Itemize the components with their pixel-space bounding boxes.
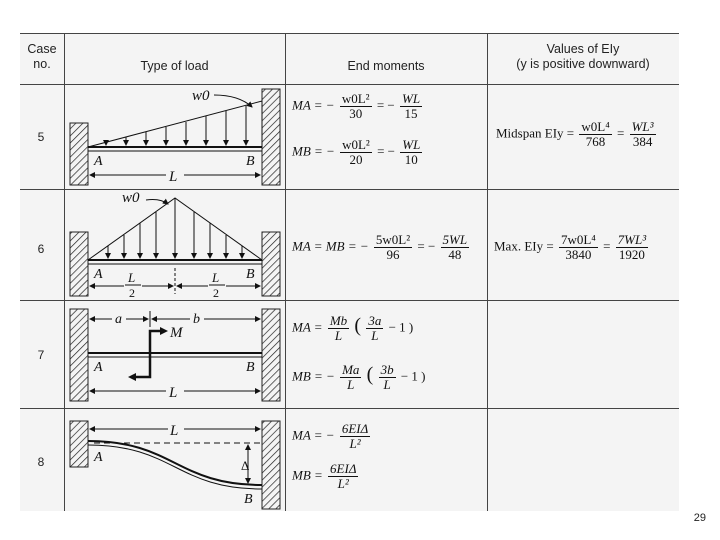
frac-den: L²: [349, 436, 361, 451]
frac-num: 3a: [368, 313, 382, 328]
support-b-label: B: [246, 154, 255, 169]
frac-num: Ma: [342, 362, 360, 377]
header-values-title: Values of EIy: [546, 42, 620, 56]
frac-den: 20: [349, 152, 363, 167]
frac-den: L: [347, 377, 355, 392]
load-label: w0: [122, 190, 140, 206]
case-5-diagram: [64, 85, 285, 189]
eq-lhs: MA = MB = −: [292, 238, 369, 254]
support-b-label: B: [246, 267, 255, 282]
case-7-moment-b: [292, 363, 426, 392]
header-values-note: (y is positive downward): [516, 57, 650, 71]
frac-num: WL³: [631, 119, 654, 134]
span-label: L: [169, 385, 178, 401]
value-lhs: Max. EIy =: [494, 238, 554, 254]
case-7-diagram: [64, 301, 285, 408]
support-a-label: A: [94, 267, 103, 282]
frac-num: Mb: [329, 313, 348, 328]
frac-num: 5WL: [442, 232, 468, 247]
case-number: 7: [37, 348, 45, 362]
header-no: no.: [33, 57, 51, 71]
frac-num: w0L²: [341, 91, 370, 106]
frac-den: 768: [585, 134, 606, 149]
frac-num: 3b: [380, 362, 394, 377]
left-wall-icon: [70, 232, 88, 296]
header-case: Case: [27, 42, 57, 56]
span-label: L: [170, 423, 179, 439]
value-lhs: Midspan EIy =: [496, 125, 575, 141]
case-7-moment-a: [292, 314, 413, 343]
eq-mid: = −: [376, 97, 395, 113]
case-number: 5: [37, 130, 45, 144]
left-wall-icon: [70, 309, 88, 401]
right-wall-icon: [262, 309, 280, 401]
frac-den: 1920: [618, 247, 645, 262]
right-wall-icon: [262, 89, 280, 185]
eq-mid: = −: [377, 143, 395, 159]
frac-den: L²: [337, 476, 349, 491]
frac-den: 10: [404, 152, 418, 167]
case-8-diagram: [64, 409, 285, 510]
eq-mid: =: [616, 125, 625, 141]
dim-a-label: a: [115, 312, 122, 327]
eq-lhs: MA =: [292, 319, 323, 335]
col-rule-3: [487, 33, 488, 511]
case-8-moment-b: [292, 462, 360, 491]
header-values: [487, 42, 679, 72]
paren-open: (: [354, 314, 362, 337]
support-b-label: B: [246, 360, 255, 375]
support-a-label: A: [94, 360, 103, 375]
moment-label: M: [170, 325, 183, 341]
paren-open: (: [366, 363, 374, 386]
header-case-no: [20, 42, 64, 72]
frac-den: L: [334, 328, 343, 343]
eq-lhs: MA = −: [292, 97, 335, 113]
load-label: w0: [192, 88, 210, 104]
case-6-diagram: [64, 190, 285, 300]
frac-num: WL: [402, 137, 421, 152]
support-a-label: A: [94, 450, 103, 465]
frac-num: 7WL³: [617, 232, 647, 247]
half-span-num: L: [128, 270, 136, 285]
frac-den: 96: [386, 247, 400, 262]
frac-den: 15: [404, 106, 418, 121]
case-6-value: [494, 233, 650, 262]
frac-den: L: [383, 377, 391, 392]
table-top-rule: [20, 33, 679, 34]
header-end-moments: End moments: [347, 59, 425, 73]
right-wall-icon: [262, 421, 280, 509]
eq-tail: − 1 ): [400, 368, 426, 384]
case-6-moments: [292, 233, 471, 262]
case-5-value: [496, 120, 658, 149]
frac-den: L: [371, 328, 379, 343]
right-wall-icon: [262, 232, 280, 296]
frac-den: 30: [349, 106, 363, 121]
eq-mid: =: [603, 238, 611, 254]
eq-lhs: MB =: [292, 467, 323, 483]
col-rule-2: [285, 33, 286, 511]
frac-den: 3840: [565, 247, 592, 262]
eq-lhs: MB = −: [292, 143, 335, 159]
case-8-moment-a: [292, 422, 372, 451]
frac-num: 6EIΔ: [330, 461, 357, 476]
page-number: 29: [693, 512, 706, 524]
frac-den: 48: [448, 247, 462, 262]
half-span-den: 2: [213, 286, 219, 300]
frac-den: 384: [632, 134, 653, 149]
support-a-label: A: [94, 154, 103, 169]
frac-num: 5w0L²: [375, 232, 411, 247]
frac-num: 7w0L⁴: [560, 232, 596, 247]
delta-label: Δ: [241, 458, 250, 473]
header-type-of-load: Type of load: [140, 59, 209, 73]
half-span-den: 2: [129, 286, 135, 300]
dim-b-label: b: [193, 312, 200, 327]
case-5-moment-b: [292, 138, 424, 167]
left-wall-icon: [70, 421, 88, 467]
case-number: 8: [37, 455, 45, 469]
support-b-label: B: [244, 492, 253, 507]
frac-num: WL: [402, 91, 421, 106]
half-span-num: L: [212, 270, 220, 285]
span-label: L: [169, 169, 178, 185]
eq-lhs: MA = −: [292, 427, 335, 443]
frac-num: w0L²: [342, 137, 370, 152]
eq-lhs: MB = −: [292, 368, 335, 384]
case-5-moment-a: [292, 92, 424, 121]
case-number: 6: [37, 242, 45, 256]
eq-mid: = −: [417, 238, 436, 254]
frac-num: 6EIΔ: [341, 421, 369, 436]
eq-tail: − 1 ): [388, 319, 414, 335]
left-wall-icon: [70, 123, 88, 185]
frac-num: w0L⁴: [581, 119, 610, 134]
